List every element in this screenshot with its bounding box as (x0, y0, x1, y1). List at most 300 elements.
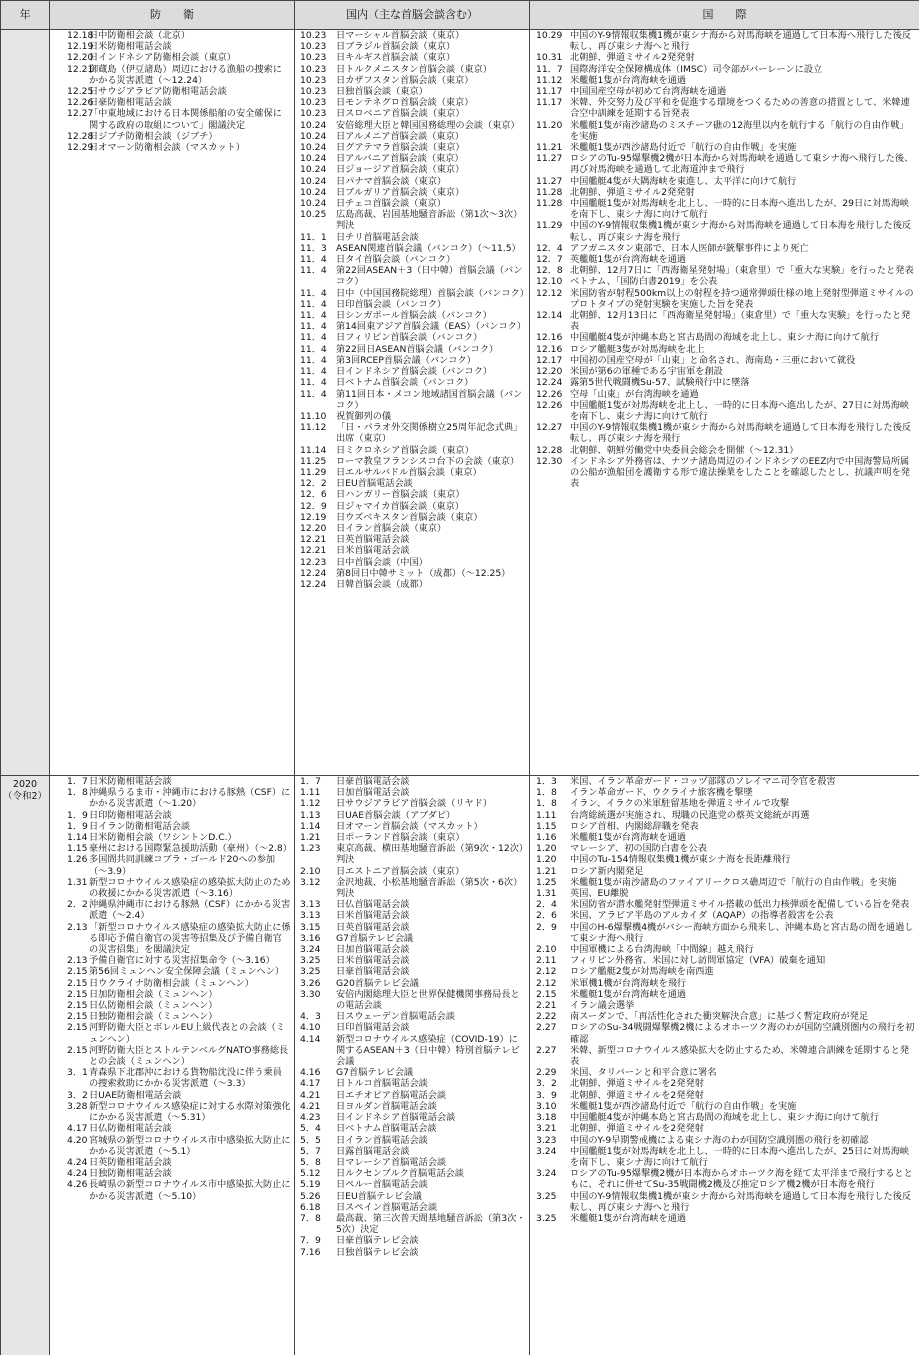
event-entry (295, 843, 529, 865)
event-date: 12.28 (50, 131, 89, 142)
event-date: 2.12 (530, 966, 570, 977)
event-entry (295, 989, 529, 1011)
event-text: 米国、タリバーンと和平合意に署名 (570, 1067, 919, 1078)
header-international: 国 際 (530, 1, 919, 30)
event-date: 11.17 (530, 97, 570, 108)
event-entry (295, 232, 529, 243)
event-date: 11.27 (530, 176, 570, 187)
event-entry (530, 1022, 919, 1044)
event-text: 日豪首脳電話会談 (336, 776, 529, 787)
event-text: 日仏首脳電話会談 (336, 899, 529, 910)
event-text: 日サウジアラビア防衛相電話会談 (89, 86, 294, 97)
event-date: 5．4 (295, 1123, 336, 1134)
event-text: 日EU首脳電話会談 (336, 478, 529, 489)
event-entry (295, 1123, 529, 1134)
event-date: 4.16 (295, 1067, 336, 1078)
event-entry (530, 344, 919, 355)
event-entry (295, 120, 529, 131)
event-text: 日インドネシア首脳会談（バンコク） (336, 366, 529, 377)
event-text: 日ウズベキスタン首脳会談（東京） (336, 512, 529, 523)
event-text: 日独首脳テレビ会談 (336, 1247, 529, 1258)
event-text: 日エストニア首脳会談（東京） (336, 866, 529, 877)
event-text: 中国のY-9早期警戒機による東シナ海のわが国防空識別圏の飛行を初確認 (570, 1135, 919, 1146)
event-date: 5.26 (295, 1191, 336, 1202)
event-text: 日エルサルバドル首脳会談（東京） (336, 467, 529, 478)
event-entry (50, 1090, 294, 1101)
event-entry (295, 787, 529, 798)
event-text: 日グアテマラ首脳会談（東京） (336, 142, 529, 153)
event-date: 4.20 (50, 1135, 89, 1146)
event-date: 12.14 (530, 310, 570, 321)
event-date: 12．6 (295, 489, 336, 500)
event-entry (295, 1213, 529, 1235)
event-text: 米国防省が射程500km以上の射程を持つ通常弾頭仕様の地上発射型弾道ミサイルのプロトタイプの発射実験を実施した旨を発表 (570, 288, 919, 310)
event-entry (295, 344, 529, 355)
event-date: 3.24 (530, 1146, 570, 1157)
event-entry (530, 955, 919, 966)
event-text: 中国艦艇1隻が対馬海峡を北上し、一時的に日本海へ進出したが、27日に対馬海峡を南下し、東シナ海に向けて航行 (570, 400, 919, 422)
event-entry (530, 798, 919, 809)
event-entry (295, 445, 529, 456)
event-entry (50, 1168, 294, 1179)
event-text: 米軍機1機が台湾海峡を飛行 (570, 978, 919, 989)
event-text: 中国のY-9情報収集機1機が東シナ海から対馬海峡を通過して日本海を飛行した後反転し、再び東シナ海を飛行 (570, 422, 919, 444)
event-entry (530, 187, 919, 198)
event-date: 10.31 (530, 52, 570, 63)
event-text: 中国艦艇1隻が対馬海峡を北上し、一時的に日本海へ進出したが、25日に対馬海峡を南下し、東シナ海に向けて航行 (570, 1146, 919, 1168)
event-entry (295, 1247, 529, 1258)
event-entry (50, 1022, 294, 1044)
event-entry (295, 108, 529, 119)
event-entry (50, 1011, 294, 1022)
event-date: 1.14 (295, 821, 336, 832)
event-date: 12.21 (295, 534, 336, 545)
event-date: 2.15 (50, 989, 89, 1000)
event-entry (530, 220, 919, 242)
event-entry (295, 209, 529, 231)
event-date: 4.23 (295, 1112, 336, 1123)
event-date: 4.24 (50, 1157, 89, 1168)
event-entry (295, 176, 529, 187)
event-entry (295, 153, 529, 164)
event-entry (295, 810, 529, 821)
event-entry (295, 332, 529, 343)
event-text: 日カザフスタン首脳会談（東京） (336, 75, 529, 86)
event-entry (295, 243, 529, 254)
event-date: 10.25 (295, 209, 336, 220)
event-date: 11.12 (295, 422, 336, 433)
event-entry (295, 798, 529, 809)
event-date: 10.24 (295, 131, 336, 142)
event-text: ロシア艦艇3隻が対馬海峡を北上 (570, 344, 919, 355)
event-text: 北朝鮮、弾道ミサイルを2発発射 (570, 1078, 919, 1089)
event-entry (530, 1123, 919, 1134)
event-date: 11.27 (530, 153, 570, 164)
event-entry (530, 97, 919, 119)
event-date: 12．4 (530, 243, 570, 254)
event-text: ロシア新内閣発足 (570, 866, 919, 877)
event-date: 10.23 (295, 30, 336, 41)
event-date: 11．7 (530, 64, 570, 75)
event-date: 10.24 (295, 198, 336, 209)
event-entry (50, 97, 294, 108)
event-text: 日米首脳電話会談 (336, 910, 529, 921)
event-entry (295, 776, 529, 787)
event-text: アフガニスタン東部で、日本人医師が銃撃事件により死亡 (570, 243, 919, 254)
event-text: 日ヨルダン首脳電話会談 (336, 1101, 529, 1112)
event-text: 日米首脳電話会談 (336, 955, 529, 966)
event-entry (295, 523, 529, 534)
event-text: 日露首脳電話会談 (336, 1146, 529, 1157)
event-text: 日ウクライナ防衛相会談（ミュンヘン） (89, 978, 294, 989)
event-date: 6.18 (295, 1202, 336, 1213)
event-text: 日アルバニア首脳会談（東京） (336, 153, 529, 164)
defense-cell (50, 776, 295, 1355)
event-date: 10.24 (295, 176, 336, 187)
event-entry (530, 86, 919, 97)
event-entry (530, 888, 919, 899)
event-entry (295, 97, 529, 108)
event-date: 10.23 (295, 75, 336, 86)
event-date: 10.24 (295, 120, 336, 131)
event-date: 3.21 (530, 1123, 570, 1134)
event-entry (50, 64, 294, 86)
event-date: 12.23 (295, 557, 336, 568)
event-text: 日ジョージア首脳会談（東京） (336, 164, 529, 175)
event-text: 第3回RCEP首脳会議（バンコク） (336, 355, 529, 366)
event-text: ロシアのTu-95爆撃機2機が日本海から対馬海峡を通過して東シナ海へ飛行した後、再び対馬海峡を通過して北海道沖まで飛行 (570, 153, 919, 175)
event-entry (295, 1157, 529, 1168)
event-date: 1.14 (50, 832, 89, 843)
event-text: 日仏防衛相電話会談 (89, 1123, 294, 1134)
event-text: 日印首脳会談（バンコク） (336, 299, 529, 310)
event-date: 1.31 (50, 877, 89, 888)
event-text: 多国間共同訓練コブラ・ゴールド20への参加（～3.9） (89, 854, 294, 876)
event-entry (295, 1179, 529, 1190)
event-text: 長崎県の新型コロナウイルス市中感染拡大防止にかかる災害派遣（～5.10） (89, 1179, 294, 1201)
event-entry (530, 243, 919, 254)
event-text: 米艦艇1隻が台湾海峡を通過 (570, 989, 919, 1000)
event-text: 中国のY-9情報収集機1機が東シナ海から対馬海峡を通過して日本海を飛行した後反転し、再び東シナ海へと飛行 (570, 1191, 919, 1213)
event-entry (50, 854, 294, 876)
event-date: 5．7 (295, 1146, 336, 1157)
event-text: 日スペイン首脳電話会談 (336, 1202, 529, 1213)
event-date: 2．9 (530, 922, 570, 933)
event-date: 3．1 (50, 1067, 89, 1078)
event-entry (295, 910, 529, 921)
event-entry (530, 445, 919, 456)
event-entry (295, 131, 529, 142)
event-text: 日モンテネグロ首脳会談（東京） (336, 97, 529, 108)
year-cell (1, 30, 50, 776)
event-date: 11．4 (295, 366, 336, 377)
event-text: 日ミクロネシア首脳会談（東京） (336, 445, 529, 456)
event-entry (530, 456, 919, 490)
event-date: 11．4 (295, 288, 336, 299)
event-date: 10.23 (295, 86, 336, 97)
event-entry (295, 1090, 529, 1101)
event-entry (295, 1034, 529, 1068)
event-text: 日ブラジル首脳会談（東京） (336, 41, 529, 52)
event-date: 1.20 (530, 843, 570, 854)
event-entry (530, 910, 919, 921)
event-date: 4.17 (50, 1123, 89, 1134)
event-entry (530, 422, 919, 444)
year-row (1, 776, 919, 1355)
event-entry (50, 1179, 294, 1201)
event-date: 3.26 (295, 978, 336, 989)
event-entry (50, 922, 294, 956)
event-text: 中国のY-9情報収集機1機が東シナ海から対馬海峡を通過して日本海へ飛行した後反転し、再び東シナ海へと飛行 (570, 30, 919, 52)
event-date: 12.12 (530, 288, 570, 299)
event-text: 「中東地域における日本関係船舶の安全確保に関する政府の取組について」閣議決定 (89, 108, 294, 130)
event-text: イラン革命ガード、ウクライナ旅客機を撃墜 (570, 787, 919, 798)
event-text: 日UAE首脳会談（アブダビ） (336, 810, 529, 821)
event-date: 2.29 (530, 1067, 570, 1078)
event-entry (530, 776, 919, 787)
event-text: 日マレーシア首脳電話会談 (336, 1157, 529, 1168)
event-date: 12.19 (295, 512, 336, 523)
event-text: 安倍内閣総理大臣と世界保健機関事務局長との電話会談 (336, 989, 529, 1011)
event-date: 12.16 (530, 344, 570, 355)
event-date: 2.21 (530, 1000, 570, 1011)
event-date: 10.23 (295, 41, 336, 52)
event-text: 日加防衛相会談（ミュンヘン） (89, 989, 294, 1000)
event-entry (530, 366, 919, 377)
event-entry (295, 310, 529, 321)
event-entry (295, 922, 529, 933)
event-entry (295, 534, 529, 545)
event-entry (295, 955, 529, 966)
event-entry (295, 142, 529, 153)
event-date: 11.21 (530, 142, 570, 153)
event-date: 3.25 (530, 1213, 570, 1224)
event-date: 2.15 (50, 1000, 89, 1011)
event-text: 日独首脳会談（東京） (336, 86, 529, 97)
event-text: 北朝鮮、12月13日に「西海衛星発射場」（東倉里）で「重大な実験」を行ったと発表 (570, 310, 919, 332)
event-date: 12.26 (50, 97, 89, 108)
event-entry (50, 787, 294, 809)
event-text: 中国艦艇4隻が沖縄本島と宮古島間の海域を北上し、東シナ海に向けて航行 (570, 332, 919, 343)
event-date: 3.24 (295, 944, 336, 955)
event-text: 米韓、新型コロナウイルス感染拡大を防止するため、米韓連合訓練を延期すると発表 (570, 1045, 919, 1067)
event-date: 5．5 (295, 1135, 336, 1146)
event-text: 第8回日中韓サミット（成都）（～12.25） (336, 568, 529, 579)
event-text: 日印首脳電話会談 (336, 1022, 529, 1033)
event-date: 11．4 (295, 389, 336, 400)
event-text: ロシア艦艇2隻が対馬海峡を南西進 (570, 966, 919, 977)
event-date: 2.27 (530, 1022, 570, 1033)
event-date: 2.15 (530, 989, 570, 1000)
event-date: 1.25 (530, 877, 570, 888)
event-entry (295, 557, 529, 568)
event-entry (50, 30, 294, 41)
event-text: 日加首脳電話会談 (336, 944, 529, 955)
event-date: 1．9 (50, 821, 89, 832)
event-entry (295, 422, 529, 444)
event-text: 宮城県の新型コロナウイルス市中感染拡大防止にかかる災害派遣（～5.1） (89, 1135, 294, 1157)
event-text: 中国初の国産空母が「山東」と命名され、海南島・三亜において就役 (570, 355, 919, 366)
event-text: 英国、EU離脱 (570, 888, 919, 899)
event-text: 中国軍機による台湾海峡「中間線」越え飛行 (570, 944, 919, 955)
event-date: 11.28 (530, 198, 570, 209)
event-date: 12.29 (50, 142, 89, 153)
event-text: 台湾総統選が実施され、現職の民進党の蔡英文総統が再選 (570, 810, 919, 821)
header-domestic: 国内（主な首脳会談含む） (295, 1, 530, 30)
event-text: 日ベトナム首脳会談（バンコク） (336, 377, 529, 388)
event-entry (50, 142, 294, 153)
event-entry (530, 377, 919, 388)
event-text: 日英防衛相電話会談 (89, 1157, 294, 1168)
event-date: 3.18 (530, 1112, 570, 1123)
event-entry (530, 1011, 919, 1022)
event-text: 日ジブチ防衛相会談（ジブチ） (89, 131, 294, 142)
event-text: 北朝鮮、弾道ミサイル2発発射 (570, 187, 919, 198)
event-entry (50, 86, 294, 97)
event-date: 12.21 (50, 64, 89, 75)
event-entry (295, 1168, 529, 1179)
event-entry (530, 966, 919, 977)
event-entry (530, 198, 919, 220)
event-date: 11.25 (295, 456, 336, 467)
event-date: 10.24 (295, 187, 336, 198)
event-text: 中国のTu-154情報収集機1機が東シナ海を長距離飛行 (570, 854, 919, 865)
event-text: 日豪防衛相電話会談 (89, 97, 294, 108)
event-text: 最高裁、第三次普天間基地騒音訴訟（第3次・5次）決定 (336, 1213, 529, 1235)
event-date: 2.13 (50, 955, 89, 966)
event-date: 7.16 (295, 1247, 336, 1258)
event-date: 12.24 (295, 579, 336, 590)
event-text: 日豪首脳テレビ会談 (336, 1235, 529, 1246)
event-entry (530, 1213, 919, 1224)
event-entry (50, 955, 294, 966)
event-text: 東京高裁、横田基地騒音訴訟（第9次・12次）判決 (336, 843, 529, 865)
event-entry (295, 288, 529, 299)
event-date: 10.29 (530, 30, 570, 41)
event-text: G7首脳テレビ会議 (336, 1067, 529, 1078)
event-entry (50, 1045, 294, 1067)
event-text: 日サウジアラビア首脳会談（リヤド） (336, 798, 529, 809)
event-entry (530, 810, 919, 821)
event-text: 日中（中国国務院総理）首脳会談（バンコク） (336, 288, 529, 299)
event-date: 12.30 (530, 456, 570, 467)
international-cell (530, 776, 919, 1355)
event-date: 3．2 (50, 1090, 89, 1101)
event-entry (295, 254, 529, 265)
event-entry (530, 787, 919, 798)
event-entry (530, 877, 919, 888)
event-date: 10.24 (295, 142, 336, 153)
event-entry (295, 866, 529, 877)
event-date: 10.24 (295, 164, 336, 175)
event-text: 日EU首脳テレビ会議 (336, 1191, 529, 1202)
event-date: 1.15 (530, 821, 570, 832)
event-text: 日米首脳電話会談 (336, 545, 529, 556)
event-date: 2.15 (50, 1011, 89, 1022)
event-entry (295, 1067, 529, 1078)
domestic-cell (295, 776, 530, 1355)
event-text: 日UAE防衛相電話会談 (89, 1090, 294, 1101)
event-text: 日シンガポール首脳会談（バンコク） (336, 310, 529, 321)
header-row (1, 1, 919, 30)
event-entry (530, 1067, 919, 1078)
event-entry (530, 1000, 919, 1011)
event-entry (50, 1101, 294, 1123)
event-text: 日イラン首脳会談（東京） (336, 523, 529, 534)
event-entry (295, 377, 529, 388)
event-entry (295, 478, 529, 489)
event-entry (295, 86, 529, 97)
event-date: 1．9 (50, 810, 89, 821)
event-text: 予備自衛官に対する災害招集命令（～3.16） (89, 955, 294, 966)
event-text: 安倍総理大臣と韓国国務総理の会談（東京） (336, 120, 529, 131)
event-entry (530, 866, 919, 877)
event-date: 1.16 (530, 832, 570, 843)
event-text: 日韓首脳会談（成都） (336, 579, 529, 590)
event-date: 12.16 (530, 332, 570, 343)
event-date: 11．4 (295, 355, 336, 366)
event-entry (295, 64, 529, 75)
event-date: 11.29 (295, 467, 336, 478)
event-date: 2．6 (530, 910, 570, 921)
event-text: 日チェコ首脳会談（東京） (336, 198, 529, 209)
event-date: 10.23 (295, 64, 336, 75)
event-date: 2.15 (50, 978, 89, 989)
event-entry (530, 1112, 919, 1123)
event-text: マレーシア、初の国防白書を公表 (570, 843, 919, 854)
event-date: 12.20 (50, 52, 89, 63)
event-entry (295, 321, 529, 332)
event-entry (50, 832, 294, 843)
event-text: 日イラン首脳電話会談 (336, 1135, 529, 1146)
event-text: インドネシア外務省は、ナツナ諸島周辺のインドネシアのEEZ内で中国海警局所属の公船が漁船団を護衛する形で違法操業をしたことを確認したとし、抗議声明を発表 (570, 456, 919, 490)
event-text: ASEAN関連首脳会議（バンコク）（～11.5） (336, 243, 529, 254)
event-date: 2.15 (50, 1022, 89, 1033)
event-text: 日ルクセンブルク首脳電話会談 (336, 1168, 529, 1179)
event-entry (295, 501, 529, 512)
event-text: 日インドネシア首脳電話会談 (336, 1112, 529, 1123)
event-date: 4.26 (50, 1179, 89, 1190)
event-text: 祝賀御列の儀 (336, 411, 529, 422)
event-entry (530, 1146, 919, 1168)
event-entry (530, 153, 919, 175)
event-entry (530, 400, 919, 422)
event-date: 12.19 (50, 41, 89, 52)
event-date: 4.21 (295, 1101, 336, 1112)
event-text: 金沢地裁、小松基地騒音訴訟（第5次・6次）判決 (336, 877, 529, 899)
event-date: 11．4 (295, 377, 336, 388)
event-text: 米国、アラビア半島のアルカイダ（AQAP）の指導者殺害を公表 (570, 910, 919, 921)
event-date: 12.27 (50, 108, 89, 119)
event-text: 中国のH-6爆撃機4機がバシー海峡方面から飛来し、沖縄本島と宮古島の間を通過して東シナ海へ飛行 (570, 922, 919, 944)
event-date: 12.27 (530, 422, 570, 433)
event-date: 3．2 (530, 1078, 570, 1089)
event-date: 12．2 (295, 478, 336, 489)
event-entry (530, 120, 919, 142)
event-entry (295, 41, 529, 52)
event-entry (530, 1168, 919, 1190)
event-text: G7首脳テレビ会議 (336, 933, 529, 944)
event-entry (295, 355, 529, 366)
event-entry (295, 1112, 529, 1123)
event-text: 日マーシャル首脳会談（東京） (336, 30, 529, 41)
event-date: 5．8 (295, 1157, 336, 1168)
event-date: 5.19 (295, 1179, 336, 1190)
event-entry (530, 832, 919, 843)
event-date: 12.26 (530, 400, 570, 411)
event-text: 日ベトナム首脳電話会談 (336, 1123, 529, 1134)
event-date: 3.28 (50, 1101, 89, 1112)
